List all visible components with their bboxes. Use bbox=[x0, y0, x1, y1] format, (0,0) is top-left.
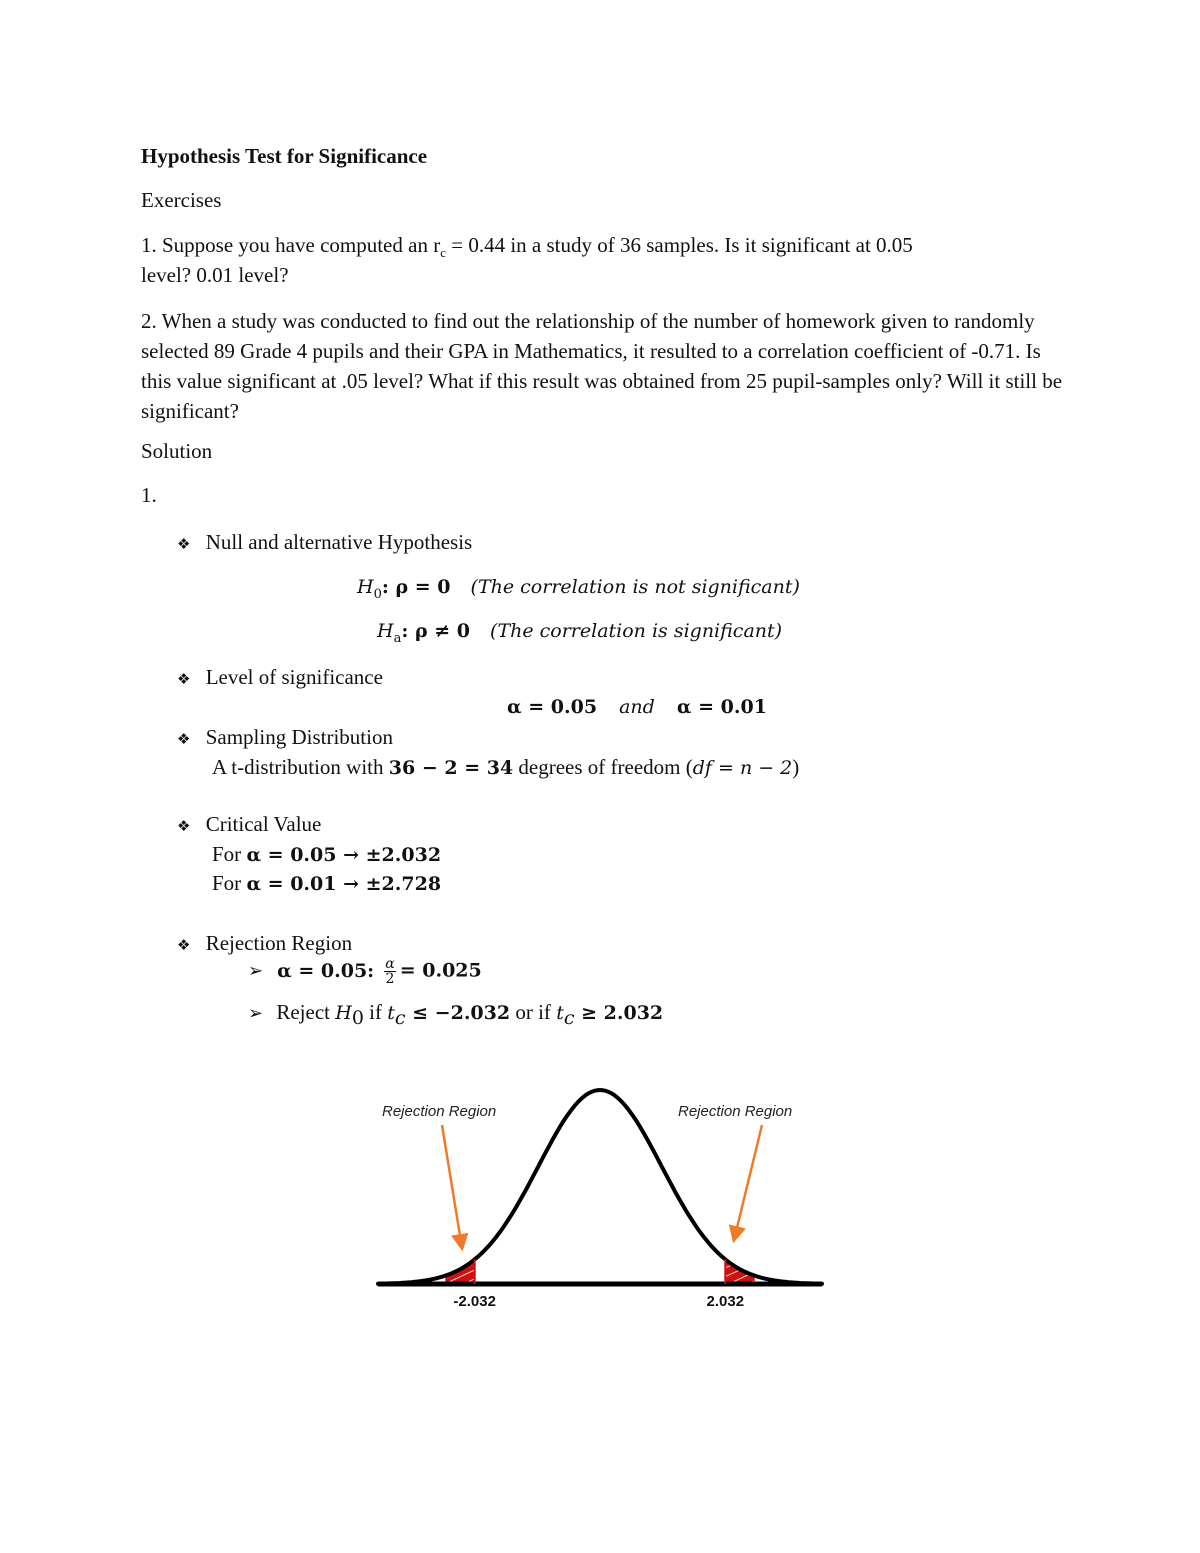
rejection-region-chart bbox=[370, 1080, 830, 1320]
tick-label-lower: -2.032 bbox=[453, 1293, 496, 1310]
h0-expr: : ρ = 0 bbox=[381, 576, 451, 598]
h0-var: H bbox=[357, 576, 374, 598]
solution-number: 1. bbox=[141, 483, 157, 507]
diamond-bullet-icon: ❖ bbox=[177, 670, 191, 688]
exercise-2-text: 2. When a study was conducted to find out the relationship of the number of homework given to randomly selected 89 Grade 4 pupils and their GPA in Mathematics, it resulted to a correlation coefficient of -0.71. Is this value significant at .05 level? What if this result was obtained from 25 pupil-samples only? Will it still be significant? bbox=[141, 309, 1063, 423]
annotation-right: Rejection Region bbox=[678, 1103, 793, 1120]
alt-hypothesis bbox=[377, 620, 782, 646]
reject-h-sub: 0 bbox=[351, 1007, 364, 1030]
reject-t2-sub: c bbox=[563, 1007, 575, 1030]
critical-item bbox=[177, 812, 321, 837]
critical-label: Critical Value bbox=[205, 812, 322, 836]
significance-expr bbox=[507, 696, 767, 718]
diamond-bullet-icon: ❖ bbox=[177, 730, 191, 748]
reject-t-sub: c bbox=[394, 1007, 406, 1030]
fraction-denominator: 2 bbox=[385, 971, 395, 987]
arrow-right bbox=[734, 1125, 762, 1240]
rejection-sub-2 bbox=[248, 1000, 663, 1029]
alpha-005: α = 0.05 bbox=[507, 696, 598, 718]
sampling-text bbox=[212, 755, 799, 780]
sampling-item bbox=[177, 725, 393, 750]
reject-h: H bbox=[335, 1002, 352, 1024]
annotation-left: Rejection Region bbox=[382, 1103, 497, 1120]
exercise-1-text-b: = 0.44 in a study of 36 samples. Is it significant at 0.05 bbox=[445, 233, 913, 257]
diamond-bullet-icon: ❖ bbox=[177, 936, 191, 954]
tick-label-upper: 2.032 bbox=[706, 1293, 745, 1310]
sampling-df-calc: 36 − 2 = 34 bbox=[388, 757, 514, 779]
arrow-bullet-icon: ➢ bbox=[248, 960, 264, 982]
ha-note: (The correlation is significant) bbox=[490, 620, 783, 642]
exercises-heading: Exercises bbox=[141, 188, 222, 212]
exercise-1-text-a: Suppose you have computed an r bbox=[162, 233, 441, 257]
ha-expr: : ρ ≠ 0 bbox=[401, 620, 470, 642]
sampling-label: Sampling Distribution bbox=[205, 725, 393, 749]
sampling-text-a: A t-distribution with bbox=[212, 755, 389, 779]
exercise-1-line2: level? 0.01 level? bbox=[141, 263, 289, 287]
diamond-bullet-icon: ❖ bbox=[177, 535, 191, 553]
rejection-alpha: α = 0.05: bbox=[277, 959, 375, 982]
reject-lower-bound: ≤ −2.032 bbox=[405, 1002, 511, 1024]
critical-line-2-prefix: For bbox=[212, 871, 247, 895]
significance-label: Level of significance bbox=[205, 665, 383, 689]
ha-var: H bbox=[377, 620, 394, 642]
hypothesis-item bbox=[177, 530, 472, 555]
critical-line-1 bbox=[212, 842, 441, 867]
reject-if: if bbox=[363, 1000, 388, 1024]
reject-or-if: or if bbox=[510, 1000, 557, 1024]
rejection-label: Rejection Region bbox=[205, 931, 353, 955]
page-title: Hypothesis Test for Significance bbox=[141, 144, 428, 168]
alpha-001: α = 0.01 bbox=[676, 696, 767, 718]
and-word: and bbox=[619, 696, 655, 718]
diamond-bullet-icon: ❖ bbox=[177, 817, 191, 835]
ha-sub: a bbox=[393, 630, 402, 646]
sampling-df-formula: df = n − 2 bbox=[692, 757, 793, 779]
exercise-1-sub: c bbox=[440, 245, 446, 261]
exercise-1-number: 1. bbox=[141, 233, 157, 257]
h0-note: (The correlation is not significant) bbox=[470, 576, 800, 598]
hypothesis-label: Null and alternative Hypothesis bbox=[205, 530, 473, 554]
critical-line-2 bbox=[212, 871, 441, 896]
arrow-bullet-icon: ➢ bbox=[248, 1003, 264, 1024]
reject-t: t bbox=[387, 1002, 395, 1024]
sampling-text-b: degrees of freedom ( bbox=[513, 755, 693, 779]
rejection-sub-1 bbox=[248, 957, 482, 986]
reject-word: Reject bbox=[276, 1000, 336, 1024]
alpha-over-2-fraction bbox=[384, 957, 395, 986]
critical-line-2-expr: α = 0.01 → ±2.728 bbox=[246, 873, 442, 895]
significance-item bbox=[177, 665, 383, 690]
null-hypothesis bbox=[357, 576, 800, 602]
critical-line-1-prefix: For bbox=[212, 842, 247, 866]
rejection-item bbox=[177, 931, 352, 956]
h0-sub: 0 bbox=[373, 586, 382, 602]
reject-upper-bound: ≥ 2.032 bbox=[574, 1002, 664, 1024]
solution-heading: Solution bbox=[141, 439, 213, 463]
reject-t2: t bbox=[556, 1002, 564, 1024]
critical-line-1-expr: α = 0.05 → ±2.032 bbox=[246, 844, 442, 866]
sampling-text-c: ) bbox=[792, 755, 800, 779]
arrow-left bbox=[442, 1125, 462, 1248]
fraction-numerator: α bbox=[385, 956, 395, 972]
rejection-half-alpha: = 0.025 bbox=[399, 959, 482, 982]
exercise-1-line1 bbox=[141, 233, 913, 261]
